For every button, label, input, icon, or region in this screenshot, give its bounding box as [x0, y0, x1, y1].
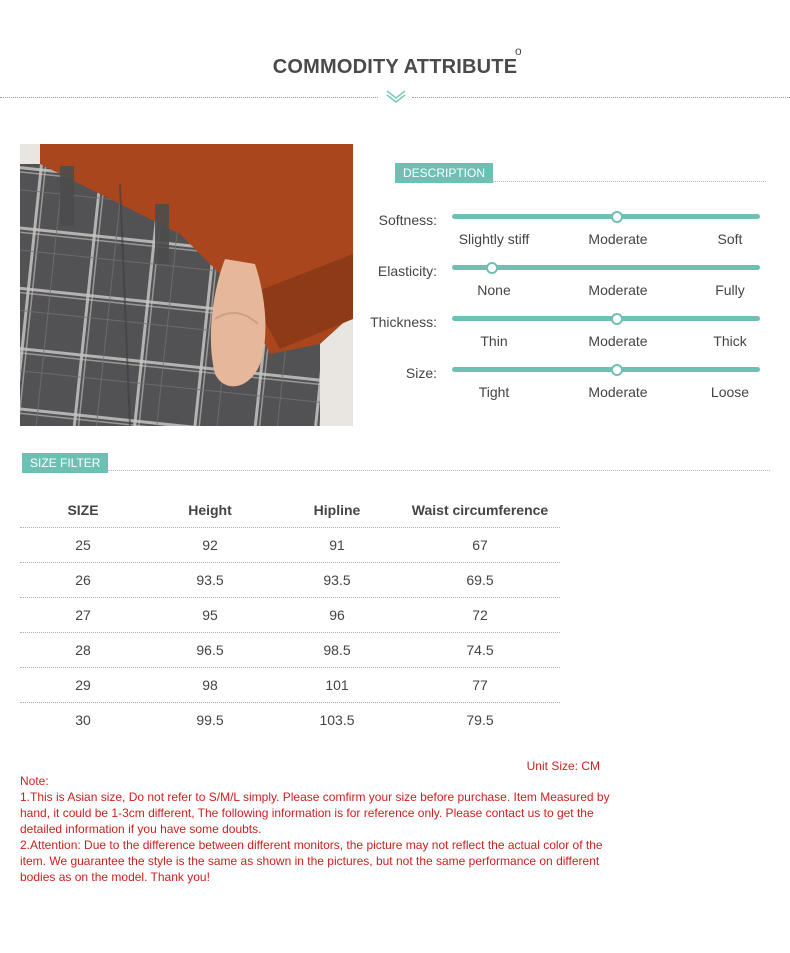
table-cell: 96.5	[196, 642, 224, 658]
size-filter-divider	[108, 470, 770, 471]
table-cell: 101	[325, 677, 349, 693]
elasticity-option-low: None	[477, 282, 511, 298]
table-header-height: Height	[188, 502, 232, 518]
title-degree-mark: o	[515, 44, 522, 58]
product-photo	[20, 144, 353, 426]
table-cell: 27	[75, 607, 91, 623]
table-header-size: SIZE	[67, 502, 99, 518]
header-divider-right	[412, 97, 790, 98]
size-slider-track	[452, 367, 760, 372]
size-option-mid: Moderate	[588, 384, 648, 400]
table-header-hipline: Hipline	[313, 502, 361, 518]
elasticity-slider-knob	[486, 262, 498, 274]
table-cell: 98.5	[323, 642, 351, 658]
thickness-slider-track	[452, 316, 760, 321]
table-cell: 29	[75, 677, 91, 693]
softness-slider-track	[452, 214, 760, 219]
table-cell: 30	[75, 712, 91, 728]
elasticity-option-mid: Moderate	[588, 282, 648, 298]
table-cell: 26	[75, 572, 91, 588]
size-filter-tag: SIZE FILTER	[22, 453, 108, 473]
elasticity-slider-track	[452, 265, 760, 270]
size-option-high: Loose	[710, 384, 750, 400]
table-rule	[20, 527, 560, 528]
description-tag: DESCRIPTION	[395, 163, 493, 183]
softness-option-low: Slightly stiff	[458, 231, 530, 247]
note-title: Note:	[20, 774, 49, 788]
table-cell: 103.5	[319, 712, 355, 728]
table-cell: 69.5	[466, 572, 494, 588]
table-cell: 98	[202, 677, 218, 693]
table-header-waist: Waist circumference	[411, 502, 549, 518]
thickness-option-high: Thick	[713, 333, 747, 349]
table-cell: 93.5	[196, 572, 224, 588]
thickness-slider-knob	[611, 313, 623, 325]
table-cell: 25	[75, 537, 91, 553]
table-cell: 72	[472, 607, 488, 623]
attr-label-size: Size:	[405, 365, 437, 381]
softness-slider-knob	[611, 211, 623, 223]
page-title: COMMODITY ATTRIBUTE	[272, 56, 518, 78]
softness-option-high: Soft	[717, 231, 743, 247]
table-cell: 99.5	[196, 712, 224, 728]
attr-label-softness: Softness:	[378, 212, 437, 228]
double-chevron-down-icon	[384, 88, 408, 104]
table-cell: 92	[202, 537, 218, 553]
description-divider	[490, 181, 766, 182]
note-line-1: 1.This is Asian size, Do not refer to S/M/L simply. Please comfirm your size before purchase. Item Measured by hand, it could be 1-3cm different, The following information is for reference only. Please contact us to get the detailed information if you have some doubts.	[20, 790, 610, 836]
table-rule	[20, 667, 560, 668]
table-rule	[20, 632, 560, 633]
table-cell: 67	[472, 537, 488, 553]
table-cell: 74.5	[466, 642, 494, 658]
table-cell: 28	[75, 642, 91, 658]
table-cell: 93.5	[323, 572, 351, 588]
unit-size-label: Unit Size: CM	[526, 759, 600, 773]
attr-label-thickness: Thickness:	[370, 314, 437, 330]
thickness-option-mid: Moderate	[588, 333, 648, 349]
attr-label-elasticity: Elasticity:	[377, 263, 437, 279]
note-line-2: 2.Attention: Due to the difference between different monitors, the picture may not reflect the actual color of the item. We guarantee the style is the same as shown in the pictures, but not the same performance on different bodies as on the model. Thank you!	[20, 838, 603, 884]
table-cell: 96	[329, 607, 345, 623]
table-cell: 79.5	[466, 712, 494, 728]
size-option-low: Tight	[478, 384, 510, 400]
table-cell: 77	[472, 677, 488, 693]
size-slider-knob	[611, 364, 623, 376]
thickness-option-low: Thin	[480, 333, 508, 349]
elasticity-option-high: Fully	[715, 282, 745, 298]
table-rule	[20, 702, 560, 703]
softness-option-mid: Moderate	[588, 231, 648, 247]
header-divider-left	[0, 97, 378, 98]
table-cell: 91	[329, 537, 345, 553]
table-cell: 95	[202, 607, 218, 623]
table-rule	[20, 562, 560, 563]
table-rule	[20, 597, 560, 598]
